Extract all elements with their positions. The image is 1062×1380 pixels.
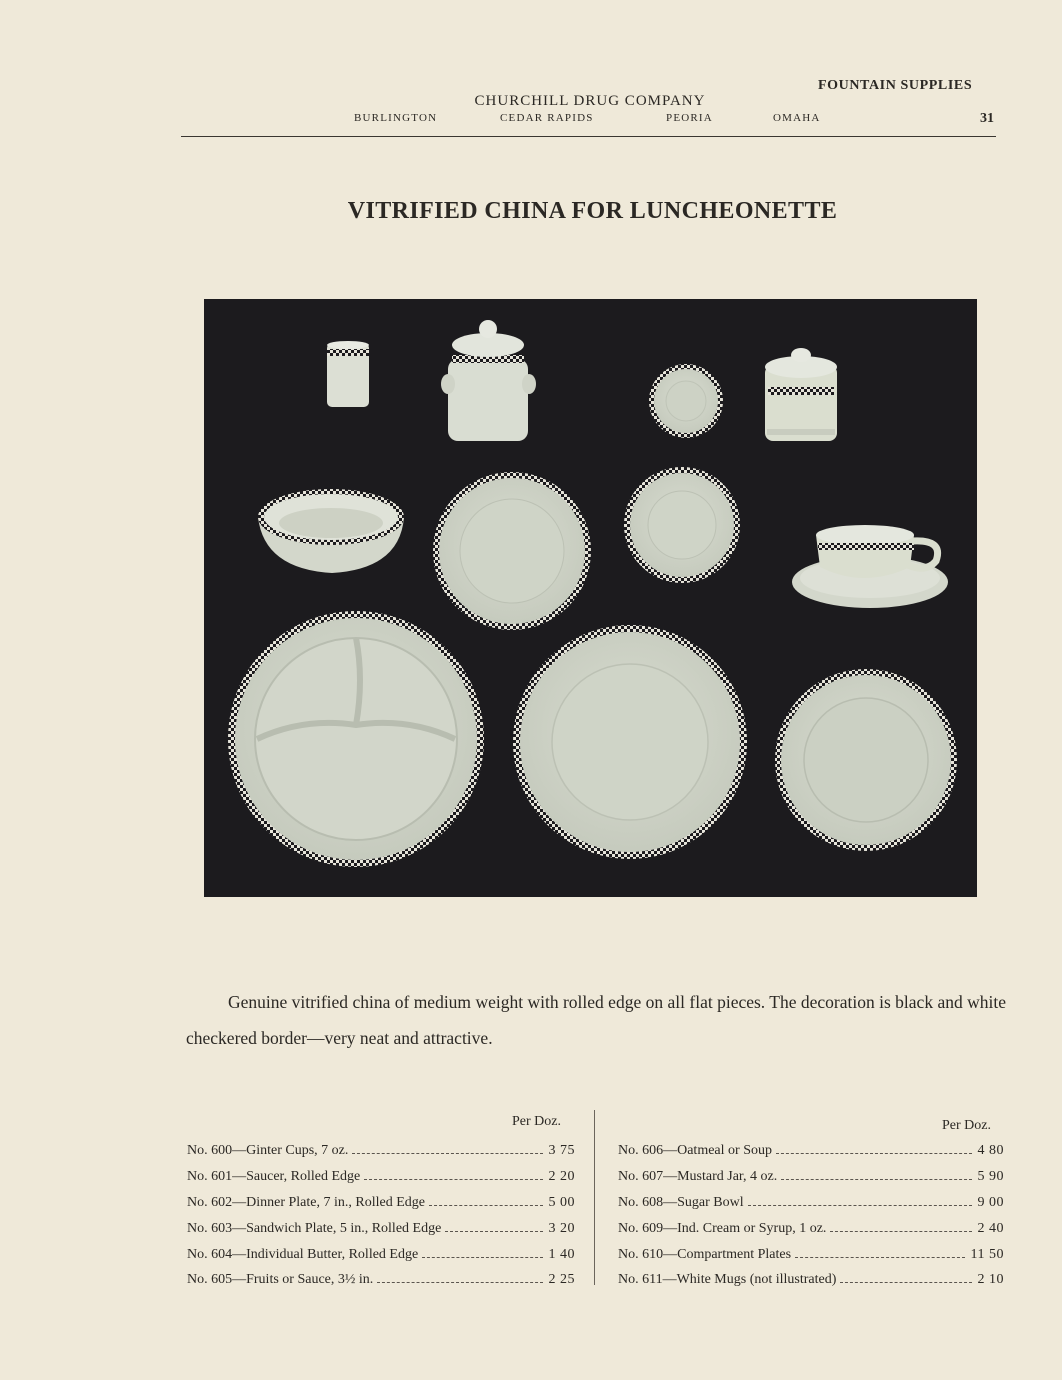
leader-dots [352,1152,542,1154]
item-name: No. 602—Dinner Plate, 7 in., Rolled Edge [187,1195,425,1210]
compartment-plate [228,611,484,867]
item-price: 2 20 [548,1169,575,1184]
item-name: No. 611—White Mugs (not illustrated) [618,1272,837,1287]
leader-dots [781,1178,971,1180]
per-doz-label-left: Per Doz. [512,1114,561,1129]
individual-butter [649,364,723,438]
item-price: 11 50 [970,1247,1004,1262]
item-name: No. 606—Oatmeal or Soup [618,1143,772,1158]
leader-dots [776,1152,972,1154]
page-title: VITRIFIED CHINA FOR LUNCHEONETTE [347,198,838,224]
item-name: No. 601—Saucer, Rolled Edge [187,1169,361,1184]
per-doz-label-right: Per Doz. [942,1118,991,1133]
leader-dots [377,1281,542,1283]
leader-dots [748,1204,972,1206]
price-row [618,1247,1004,1267]
sugar-bowl [765,348,837,441]
oatmeal-bowl [775,669,957,851]
leader-dots [364,1178,542,1180]
leader-dots [429,1204,543,1206]
price-row [618,1221,1004,1241]
item-name: No. 610—Compartment Plates [618,1247,792,1262]
item-price: 1 40 [548,1247,575,1262]
city-peoria: PEORIA [666,112,713,124]
price-row [618,1143,1004,1163]
ginter-cup [327,341,369,407]
leader-dots [830,1230,971,1232]
item-name: No. 604—Individual Butter, Rolled Edge [187,1247,419,1262]
leader-dots [840,1281,971,1283]
price-row [187,1195,575,1215]
price-row [187,1143,575,1163]
item-price: 4 80 [977,1143,1004,1158]
column-divider [594,1110,595,1285]
price-row [187,1169,575,1189]
item-price: 3 20 [548,1221,575,1236]
item-price: 5 00 [548,1195,575,1210]
item-price: 2 10 [977,1272,1004,1287]
sandwich-plate [433,472,591,630]
description [186,984,1006,1056]
item-name: No. 605—Fruits or Sauce, 3½ in. [187,1272,374,1287]
sauce-bowl [258,489,404,573]
item-name: No. 600—Ginter Cups, 7 oz. [187,1143,349,1158]
description-text: Genuine vitrified china of medium weight with rolled edge on all flat pieces. The decoration is black and white checkered border—very neat and attractive. [186,992,1006,1048]
price-row [187,1272,575,1292]
item-price: 2 25 [548,1272,575,1287]
city-cedar-rapids: CEDAR RAPIDS [500,112,594,124]
header-rule [181,136,996,137]
price-row [187,1247,575,1267]
page-number: 31 [980,111,994,126]
item-price: 2 40 [977,1221,1004,1236]
item-name: No. 608—Sugar Bowl [618,1195,744,1210]
city-omaha: OMAHA [773,112,821,124]
city-burlington: BURLINGTON [354,112,438,124]
section-heading: FOUNTAIN SUPPLIES [818,78,973,93]
china-photograph [204,299,977,897]
item-name: No. 609—Ind. Cream or Syrup, 1 oz. [618,1221,827,1236]
item-name: No. 607—Mustard Jar, 4 oz. [618,1169,778,1184]
dinner-plate [513,625,747,859]
price-row [187,1221,575,1241]
item-name: No. 603—Sandwich Plate, 5 in., Rolled Edge [187,1221,442,1236]
price-row [618,1169,1004,1189]
leader-dots [422,1256,542,1258]
price-row [618,1195,1004,1215]
item-price: 5 90 [977,1169,1004,1184]
company-name: CHURCHILL DRUG COMPANY [474,93,706,109]
mustard-jar [441,320,536,441]
saucer [624,467,740,583]
cup-and-saucer [792,525,948,608]
leader-dots [795,1256,964,1258]
item-price: 3 75 [548,1143,575,1158]
price-row [618,1272,1004,1292]
item-price: 9 00 [977,1195,1004,1210]
leader-dots [445,1230,542,1232]
